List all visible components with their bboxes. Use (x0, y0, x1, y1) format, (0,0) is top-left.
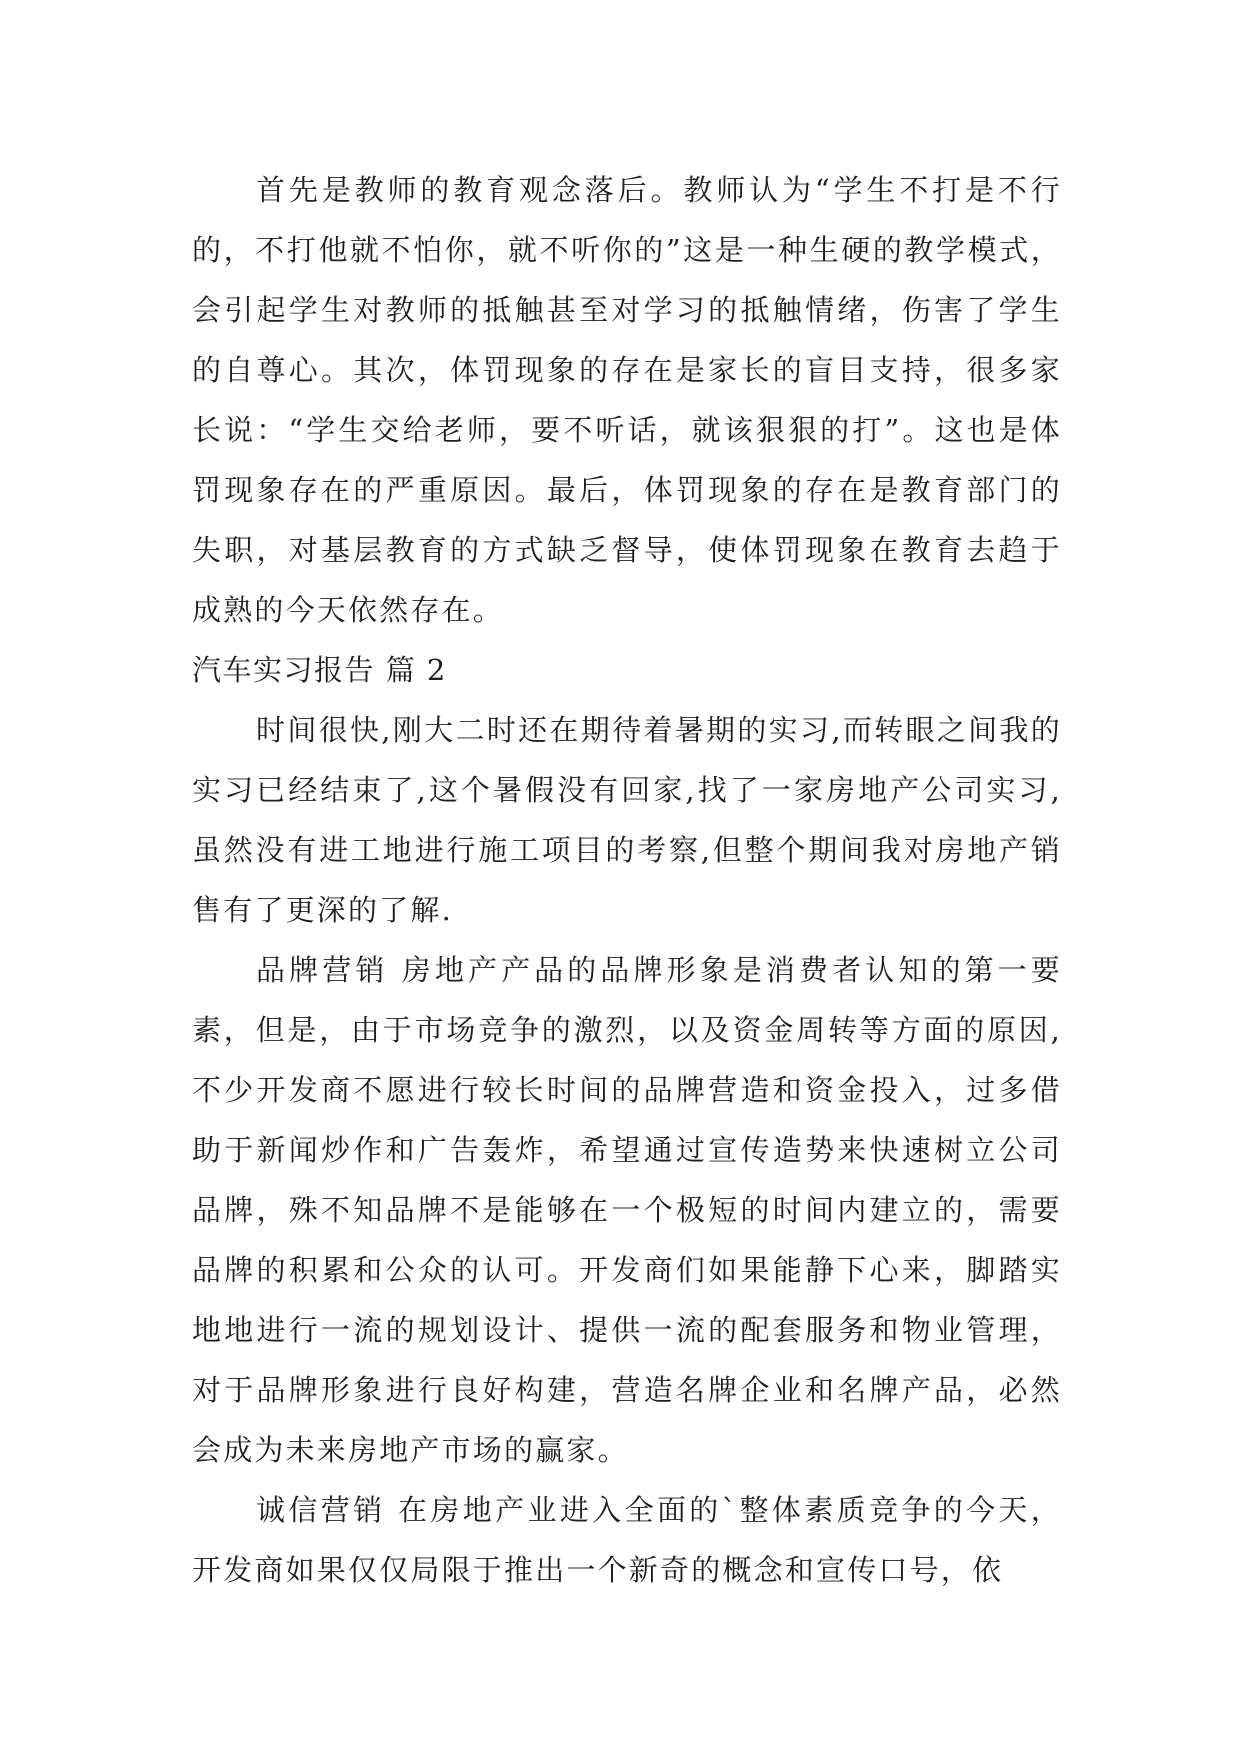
section-heading: 汽车实习报告 篇 2 (192, 653, 447, 687)
document-page (192, 160, 1062, 1600)
paragraph-integrity-marketing: 诚信营销 在房地产业进入全面的`整体素质竞争的今天，开发商如果仅仅局限于推出一个新奇的概念和宣传口号，依 (192, 1493, 1062, 1587)
paragraph-corporal-punishment: 首先是教师的教育观念落后。教师认为“学生不打是不行的，不打他就不怕你，就不听你的”这是一种生硬的教学模式，会引起学生对教师的抵触甚至对学习的抵触情绪，伤害了学生的自尊心。其次，体罚现象的存在是家长的盲目支持，很多家长说：“学生交给老师，要不听话，就该狠狠的打”。这也是体罚现象存在的严重原因。最后，体罚现象的存在是教育部门的失职，对基层教育的方式缺乏督导，使体罚现象在教育去趋于成熟的今天依然存在。 (192, 173, 1062, 627)
paragraph-internship-intro: 时间很快,刚大二时还在期待着暑期的实习,而转眼之间我的实习已经结束了,这个暑假没有回家,找了一家房地产公司实习,虽然没有进工地进行施工项目的考察,但整个期间我对房地产销售有了更深的了解. (192, 713, 1062, 927)
paragraph-brand-marketing: 品牌营销 房地产产品的品牌形象是消费者认知的第一要素，但是，由于市场竞争的激烈，以及资金周转等方面的原因,不少开发商不愿进行较长时间的品牌营造和资金投入，过多借助于新闻炒作和广告轰炸，希望通过宣传造势来快速树立公司品牌，殊不知品牌不是能够在一个极短的时间内建立的，需要品牌的积累和公众的认可。开发商们如果能静下心来，脚踏实地地进行一流的规划设计、提供一流的配套服务和物业管理，对于品牌形象进行良好构建，营造名牌企业和名牌产品，必然会成为未来房地产市场的赢家。 (192, 953, 1062, 1467)
